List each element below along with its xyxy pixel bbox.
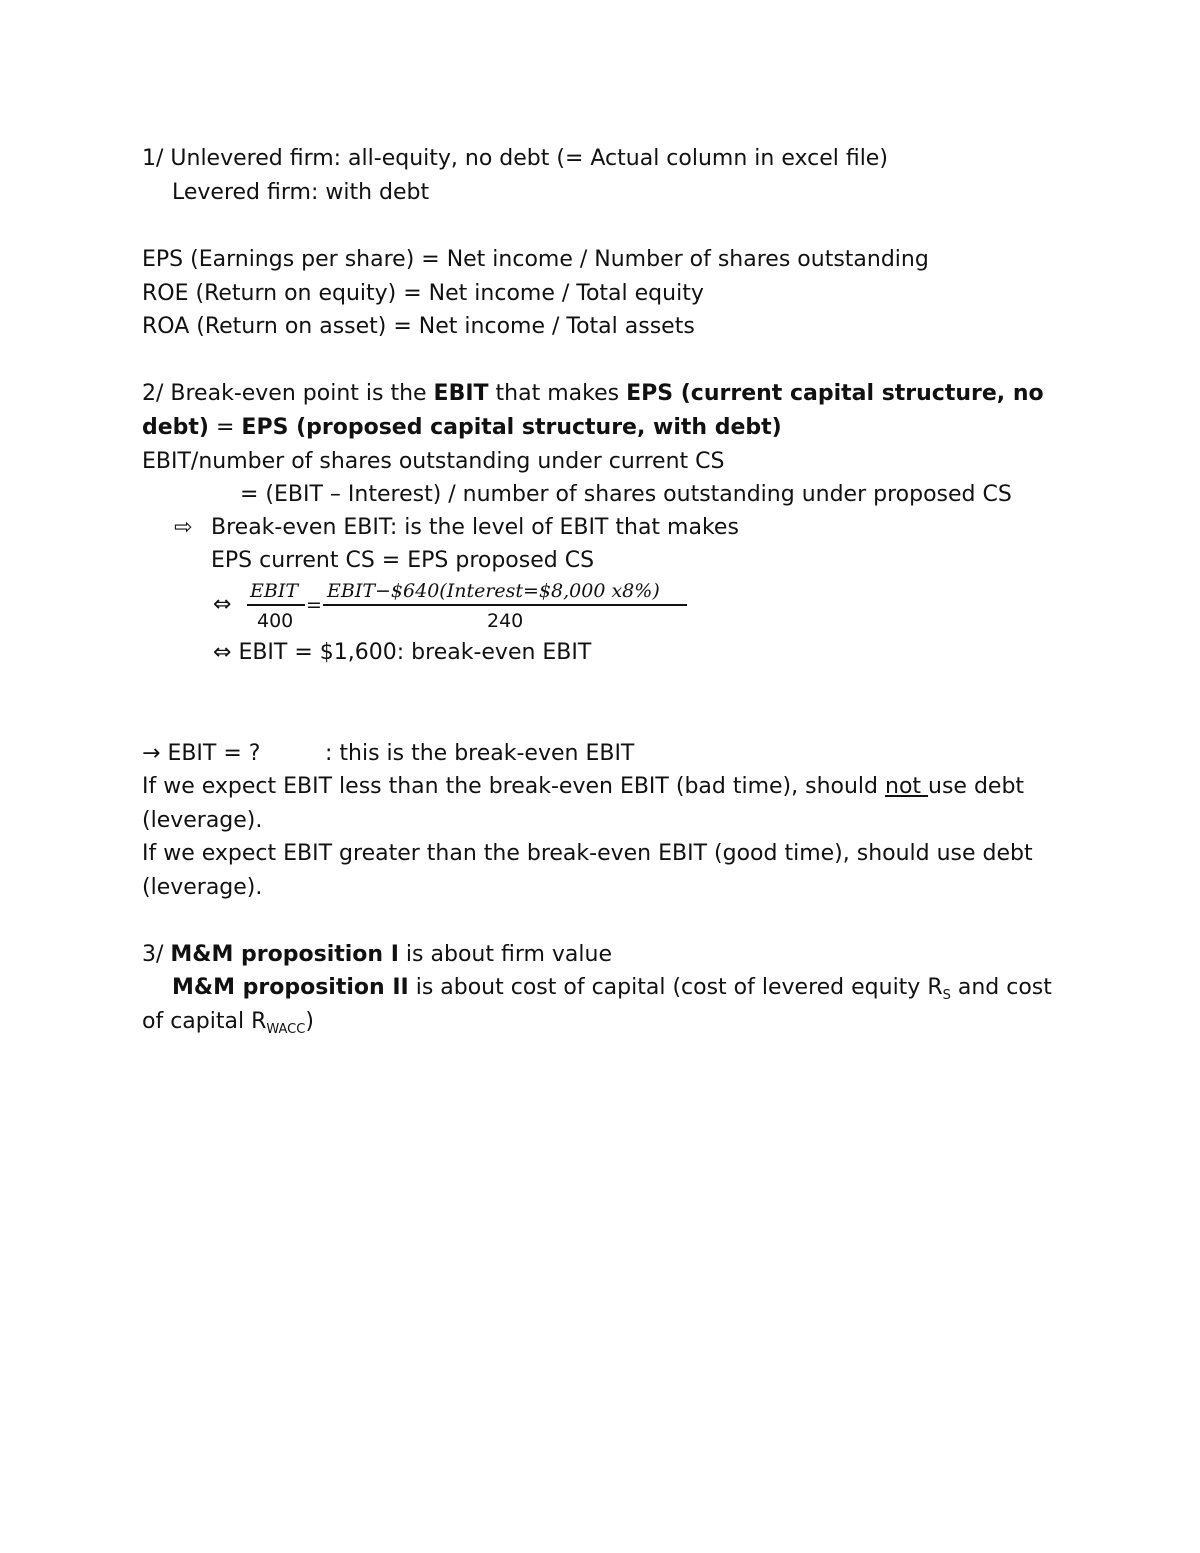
levered-firm-text: Levered firm: with debt	[172, 180, 430, 205]
less-than-text-a: If we expect EBIT less than the break-even EBIT (bad time), should	[142, 774, 885, 799]
iff-icon: ⇔	[213, 640, 232, 665]
mm2-subscript-s: S	[942, 988, 951, 1003]
mm3-text: of capital R	[142, 1009, 267, 1034]
break-even-result-text: EBIT = $1,600: break-even EBIT	[238, 640, 592, 665]
break-even-ebit-definition	[174, 513, 739, 543]
ebit-current-cs-text: EBIT/number of shares outstanding under current CS	[142, 449, 725, 474]
mm2-bold: M&M proposition II	[172, 975, 409, 1000]
ebit-current-cs-line	[142, 447, 724, 477]
less-than-line	[142, 772, 1024, 802]
iff-icon: ⇔	[213, 592, 232, 617]
break-even-debt-bold: debt)	[142, 415, 209, 440]
roe-text: ROE (Return on equity) = Net income / Total equity	[142, 281, 704, 306]
mm-proposition-2-continued	[142, 1007, 314, 1045]
ebit-question-line	[142, 739, 260, 769]
equation-right-denominator	[487, 610, 523, 632]
levered-firm-line	[172, 178, 429, 208]
mm1-bold: M&M proposition I	[170, 942, 399, 967]
break-even-ebit-text: Break-even EBIT: is the level of EBIT that makes	[211, 515, 739, 540]
ebit-question-text: EBIT = ?	[167, 741, 261, 766]
eps-text: EPS (Earnings per share) = Net income / Number of shares outstanding	[142, 247, 929, 272]
break-even-equals: =	[209, 415, 242, 440]
equation-left-numerator	[250, 580, 298, 602]
roa-text: ROA (Return on asset) = Net income / Total assets	[142, 314, 695, 339]
break-even-ebit-bold: EBIT	[433, 381, 489, 406]
left-denominator-text: 400	[257, 610, 294, 632]
mm2-text: is about cost of capital (cost of levered equity R	[408, 975, 943, 1000]
mm1-text: is about firm value	[398, 942, 612, 967]
mm2-text-end: and cost	[950, 975, 1052, 1000]
less-than-leverage-line	[142, 806, 262, 836]
mm-proposition-1-line	[142, 940, 612, 970]
arrow-right-icon: →	[142, 741, 161, 766]
equation-left-fraction-bar	[247, 604, 305, 606]
ebit-proposed-cs-text: = (EBIT – Interest) / number of shares outstanding under proposed CS	[240, 482, 1012, 507]
equals-sign-text: =	[306, 594, 322, 616]
break-even-eps-current-bold: EPS (current capital structure, no	[626, 381, 1044, 406]
greater-than-text: If we expect EBIT greater than the break-even EBIT (good time), should use debt	[142, 841, 1033, 866]
eps-equality-line	[211, 546, 594, 576]
left-numerator-text: EBIT	[250, 580, 299, 602]
greater-than-line	[142, 839, 1033, 869]
right-denominator-text: 240	[487, 610, 524, 632]
roe-definition	[142, 279, 704, 309]
roa-definition	[142, 312, 695, 342]
greater-than-leverage-text: (leverage).	[142, 875, 263, 900]
equation-right-fraction-bar	[323, 604, 687, 606]
break-even-line-2	[142, 413, 782, 443]
mm3-subscript-wacc: WACC	[266, 1022, 306, 1037]
mm-proposition-2-line	[172, 973, 1052, 1011]
ebit-proposed-cs-line	[240, 480, 1012, 510]
mm1-prefix: 3/	[142, 942, 171, 967]
break-even-line-1	[142, 379, 1044, 409]
break-even-text-c: that makes	[488, 381, 627, 406]
not-underlined: not	[885, 774, 929, 799]
right-numerator-text: EBIT−$640(Interest=$8,000 x8%)	[327, 580, 660, 602]
eps-definition	[142, 245, 929, 275]
mm3-text-end: )	[305, 1009, 314, 1034]
ebit-question-note	[325, 739, 634, 769]
equation-right-numerator	[327, 580, 660, 602]
break-even-result-line	[213, 638, 591, 668]
less-than-leverage-text: (leverage).	[142, 808, 263, 833]
unlevered-firm-line	[142, 144, 888, 174]
eps-equality-text: EPS current CS = EPS proposed CS	[211, 548, 595, 573]
equation-left-denominator	[257, 610, 293, 632]
right-arrow-icon: ⇨	[174, 515, 193, 540]
unlevered-firm-text: 1/ Unlevered firm: all-equity, no debt (= Actual column in excel file)	[142, 146, 888, 171]
equation-iff-icon	[213, 590, 231, 620]
break-even-text-a: 2/ Break-even point is the	[142, 381, 434, 406]
greater-than-leverage-line	[142, 873, 262, 903]
ebit-question-note-text: : this is the break-even EBIT	[325, 741, 635, 766]
less-than-text-b: use debt	[928, 774, 1025, 799]
equation-equals-sign	[306, 594, 322, 616]
break-even-eps-proposed-bold: EPS (proposed capital structure, with debt)	[241, 415, 782, 440]
